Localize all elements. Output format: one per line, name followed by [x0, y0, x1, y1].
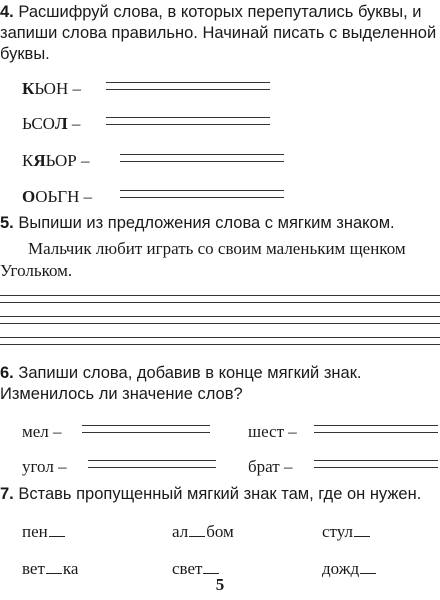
page-number: 5	[215, 575, 225, 594]
task7-gap[interactable]	[360, 559, 376, 574]
task4-word-1: КЬОН –	[22, 79, 81, 98]
task4-word-4: ООЬГН –	[22, 187, 93, 206]
task4-instruction	[0, 2, 440, 65]
task5-answer-line-3[interactable]	[0, 337, 440, 345]
task5-answer-line-2[interactable]	[0, 316, 440, 324]
task6-answer-line-1[interactable]	[82, 425, 210, 433]
task5-instruction	[0, 213, 440, 234]
task7-gap[interactable]	[203, 559, 219, 574]
task5-number: 5.	[0, 214, 14, 232]
task4-answer-line-2[interactable]	[106, 117, 270, 125]
task6-answer-line-2[interactable]	[314, 425, 438, 433]
task4-word-2: ЬСОЛ –	[22, 114, 81, 133]
task6-instruction	[0, 363, 440, 405]
task6-answer-line-3[interactable]	[88, 460, 216, 468]
task7-number: 7.	[0, 485, 14, 503]
task6-text: Запиши слова, добавив в конце мягкий знак. Изменилось ли значение слов?	[0, 364, 362, 403]
task6-word-4: брат –	[248, 457, 293, 476]
task4-answer-line-1[interactable]	[106, 82, 270, 90]
task5-text: Выпиши из предложения слова с мягким знаком.	[18, 214, 395, 232]
task6-word-1: мел –	[22, 422, 62, 441]
task7-gap[interactable]	[354, 522, 370, 537]
task7-word-6: дожд	[322, 559, 377, 579]
task7-gap[interactable]	[189, 522, 205, 537]
task4-text: Расшифруй слова, в которых перепутались буквы, и запиши слова правильно. Начинай писать с выделенной буквы.	[0, 3, 437, 63]
task7-text: Вставь пропущенный мягкий знак там, где он нужен.	[18, 485, 422, 503]
task4-word-3: КЯЬОР –	[22, 151, 90, 170]
task4-number: 4.	[0, 3, 14, 21]
task7-word-3: стул	[322, 522, 371, 542]
task4-answer-line-4[interactable]	[120, 190, 284, 198]
task7-word-2: ал бом	[172, 522, 234, 541]
task6-answer-line-4[interactable]	[314, 460, 438, 468]
task7-gap[interactable]	[46, 559, 62, 574]
task6-word-2: шест –	[248, 422, 297, 441]
task5-sentence: Мальчик любит играть со своим маленьким щенком Угольком.	[0, 239, 406, 280]
task7-word-1: пен	[22, 522, 66, 542]
task7-word-5: свет	[172, 559, 220, 579]
task5-answer-line-1[interactable]	[0, 295, 440, 303]
task6-number: 6.	[0, 364, 14, 382]
task6-word-3: угол –	[22, 457, 67, 476]
task7-gap[interactable]	[49, 522, 65, 537]
task7-word-4: вет ка	[22, 559, 79, 578]
task4-answer-line-3[interactable]	[120, 154, 284, 162]
task7-instruction	[0, 484, 440, 505]
